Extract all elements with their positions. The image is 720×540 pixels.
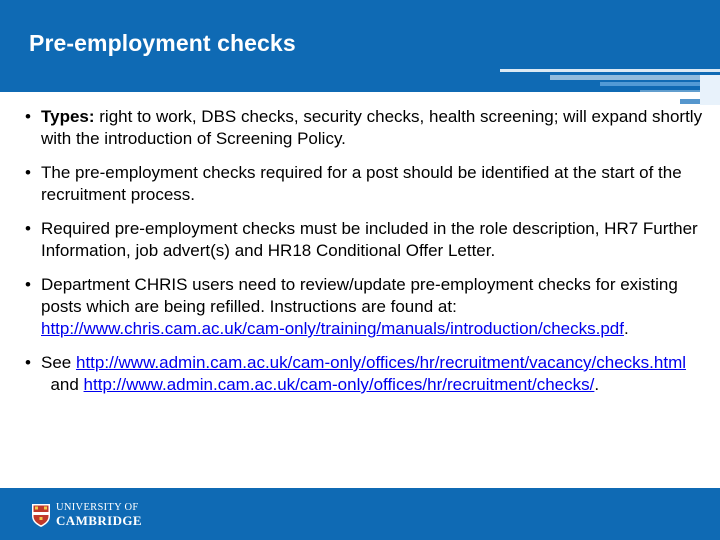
bullet-middle: and — [41, 375, 84, 394]
logo-line-1: UNIVERSITY OF — [56, 502, 139, 513]
logo-line-2: CAMBRIDGE — [56, 513, 142, 528]
bullet-suffix: . — [594, 375, 600, 394]
bullet-suffix: . — [623, 319, 629, 338]
bullet-item-identify — [25, 162, 705, 206]
bullet-icon: • — [25, 219, 31, 238]
bullet-item-role-description — [25, 218, 705, 262]
types-label: Types: — [41, 107, 95, 126]
bullet-icon: • — [25, 275, 31, 294]
bullet-icon: • — [25, 353, 31, 372]
vacancy-checks-link[interactable]: http://www.admin.cam.ac.uk/cam-only/offices/hr/recruitment/vacancy/checks.html — [75, 353, 687, 372]
decorative-stripes — [500, 69, 720, 107]
bullet-text: right to work, DBS checks, security checks, health screening; will expand shortly with the introduction of Screening Policy. — [41, 107, 703, 148]
bullet-text: The pre-employment checks required for a post should be identified at the start of the recruitment process. — [41, 163, 682, 204]
chris-checks-pdf-link[interactable]: http://www.chris.cam.ac.uk/cam-only/training/manuals/introduction/checks.pdf — [41, 319, 624, 338]
bullet-item-see-links — [25, 352, 705, 396]
university-logo-text — [56, 502, 142, 528]
bullet-item-chris-users — [25, 274, 705, 340]
bullet-item-types — [25, 106, 705, 150]
page-title: Pre-employment checks — [29, 30, 296, 56]
bullet-icon: • — [25, 107, 31, 126]
bullet-prefix: See — [41, 353, 76, 372]
bullet-icon: • — [25, 163, 31, 182]
recruitment-checks-link[interactable]: http://www.admin.cam.ac.uk/cam-only/offices/hr/recruitment/checks/ — [83, 375, 595, 394]
bullet-list — [25, 106, 705, 408]
university-crest-icon — [31, 503, 51, 528]
bullet-text: Required pre-employment checks must be included in the role description, HR7 Further Information, job advert(s) and HR18 Conditional Offer Letter. — [41, 219, 698, 260]
bullet-text: Department CHRIS users need to review/update pre-employment checks for existing posts which are being refilled. Instructions are found at: — [41, 275, 678, 316]
